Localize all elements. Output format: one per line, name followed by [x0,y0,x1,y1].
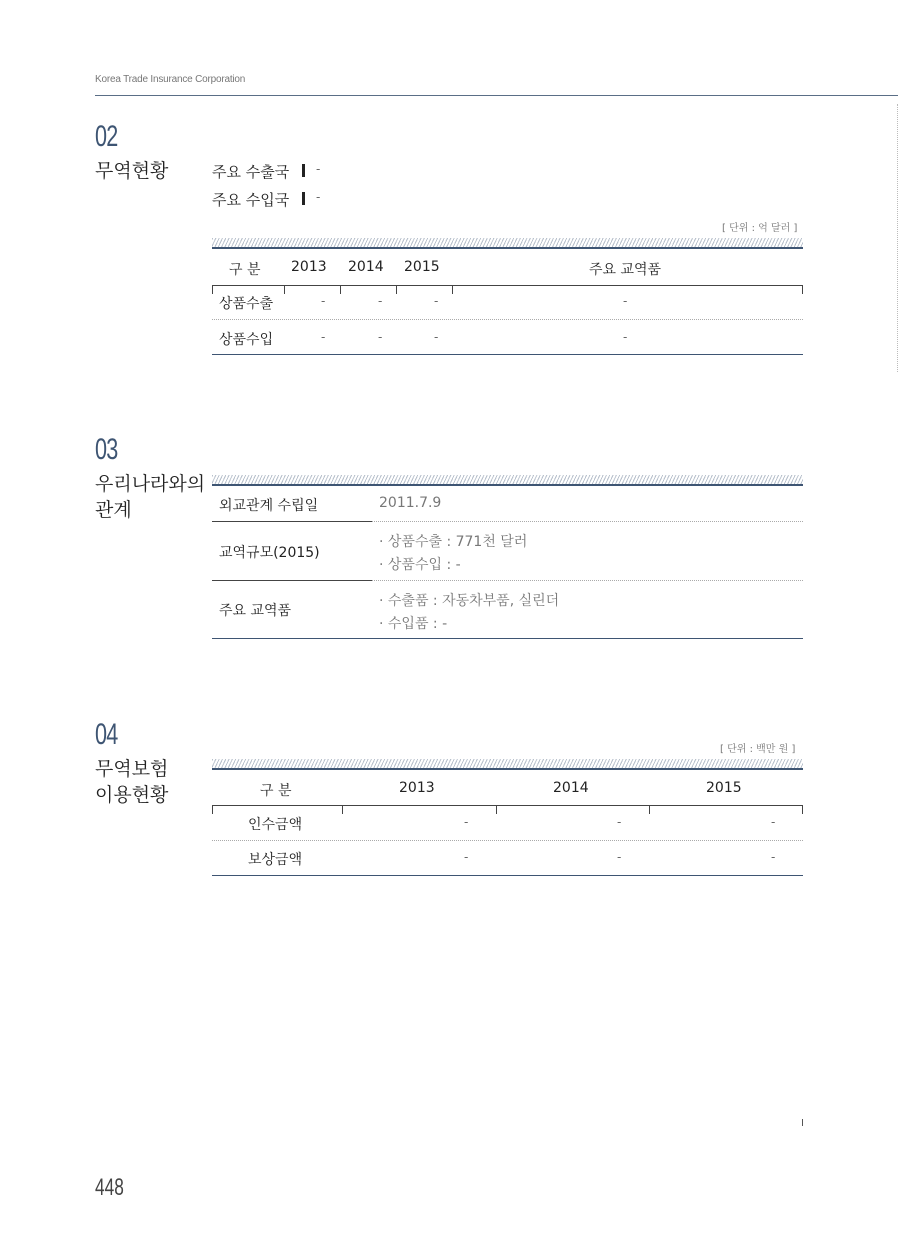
table-top-rule [212,768,803,770]
export-country-value: - [316,162,321,176]
section-title-line1: 무역보험 [95,758,169,780]
row-divider [212,840,803,841]
table-bottom-rule [212,638,803,639]
column-header: 2015 [404,259,440,275]
column-header: 구 분 [229,262,261,278]
table-cell: - [434,330,439,344]
column-tick [212,285,213,294]
header-rule [212,805,803,806]
section-number: 02 [95,120,118,153]
page-number: 448 [95,1174,124,1201]
column-tick [802,285,803,294]
table-cell: - [378,294,383,308]
table-cell: - [623,330,628,344]
table-cell: - [771,850,776,864]
table-top-rule [212,247,803,249]
table-row-label: 상품수입 [219,332,274,348]
relation-value: 2011.7.9 [379,495,442,511]
column-header: 2013 [291,259,327,275]
unit-label: [ 단위 : 억 달러 ] [722,223,798,234]
table-cell: - [771,815,776,829]
table-top-rule [212,484,803,486]
column-tick [396,285,397,294]
column-header: 2013 [399,780,435,796]
column-header: 구 분 [260,783,292,799]
table-cell: - [434,294,439,308]
import-country-value: - [316,190,321,204]
footer-tick [802,1119,803,1126]
column-tick [212,805,213,814]
label-bar [302,192,305,205]
section-title-line1: 우리나라와의 [95,473,206,495]
table-bottom-rule [212,875,803,876]
column-tick [496,805,497,814]
column-tick [284,285,285,294]
section-title-line2: 관계 [95,499,132,521]
table-cell: - [321,330,326,344]
column-tick [452,285,453,294]
relation-label: 외교관계 수립일 [219,498,319,514]
table-row-label: 보상금액 [248,852,303,868]
header-rule [212,285,803,286]
relation-value: · 상품수입 : - [379,557,461,573]
relation-value: · 수입품 : - [379,616,448,632]
relation-value: · 수출품 : 자동차부품, 실린더 [379,593,560,609]
label-divider [212,580,372,581]
relation-value: · 상품수출 : 771천 달러 [379,534,528,550]
column-tick [802,805,803,814]
label-bar [302,164,305,177]
running-header: Korea Trade Insurance Corporation [95,74,246,85]
relation-label: 교역규모(2015) [219,545,320,561]
table-cell: - [464,815,469,829]
table-hatch-band [212,759,803,768]
export-country-label: 주요 수출국 [212,163,290,181]
header-rule [95,95,898,96]
column-header: 2014 [348,259,384,275]
section-number: 04 [95,718,118,751]
table-bottom-rule [212,354,803,355]
section-number: 03 [95,433,118,466]
table-cell: - [623,294,628,308]
section-title: 무역현황 [95,160,169,182]
unit-label: [ 단위 : 백만 원 ] [720,744,796,755]
row-divider [372,580,803,581]
column-tick [342,805,343,814]
label-divider [212,521,372,522]
table-cell: - [617,850,622,864]
section-title-line2: 이용현황 [95,784,169,806]
column-header: 2015 [706,780,742,796]
table-cell: - [321,294,326,308]
table-hatch-band [212,238,803,247]
table-cell: - [464,850,469,864]
table-row-label: 상품수출 [219,296,274,312]
relation-label: 주요 교역품 [219,603,292,619]
table-hatch-band [212,475,803,484]
import-country-label: 주요 수입국 [212,191,290,209]
column-header: 2014 [553,780,589,796]
row-divider [372,521,803,522]
row-divider [212,319,803,320]
table-cell: - [617,815,622,829]
table-row-label: 인수금액 [248,817,303,833]
column-tick [340,285,341,294]
column-tick [649,805,650,814]
table-cell: - [378,330,383,344]
column-header: 주요 교역품 [589,262,662,278]
